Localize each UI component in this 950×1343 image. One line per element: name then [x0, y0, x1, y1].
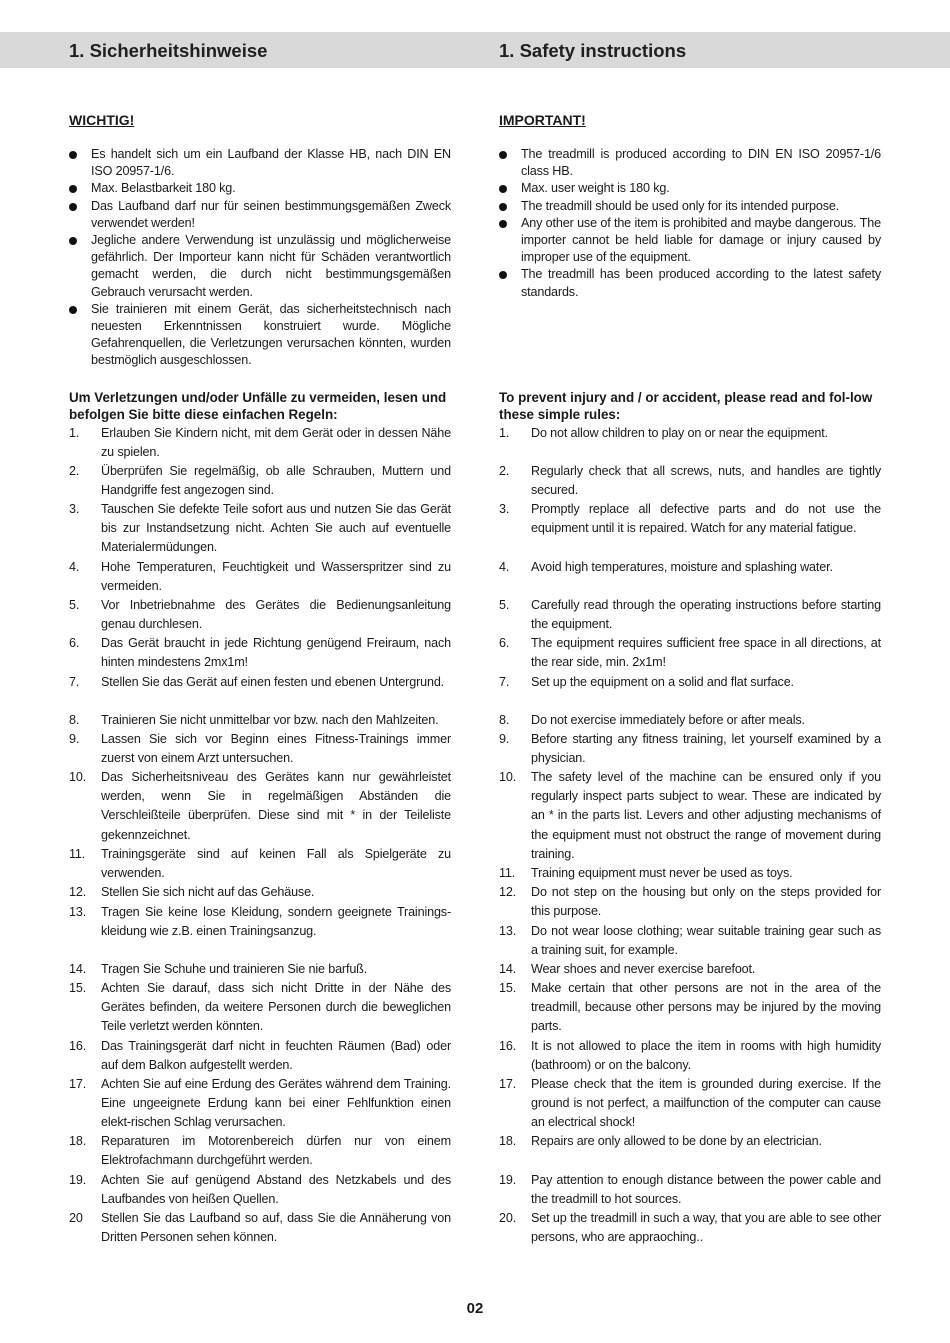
rule-number: 14. [499, 962, 517, 976]
rule-item [69, 1209, 451, 1247]
rule-item [499, 462, 881, 500]
rule-number: 17. [69, 1077, 87, 1091]
rule-number: 12. [499, 885, 517, 899]
rule-text: Regularly check that all screws, nuts, and handles are tightly secured. [531, 464, 881, 498]
bullet-item: Max. Belastbarkeit 180 kg. [69, 180, 451, 197]
rule-number: 19. [69, 1173, 87, 1187]
rule-text: Hohe Temperaturen, Feuchtigkeit und Wasserspritzer sind zu vermeiden. [101, 560, 451, 594]
rule-number: 18. [499, 1134, 517, 1148]
rule-item [69, 979, 451, 1037]
rule-text: Promptly replace all defective parts and do not use the equipment until it is repaired. Watch for any material fatigue. [531, 502, 881, 536]
rule-text: Stellen Sie sich nicht auf das Gehäuse. [101, 885, 315, 899]
rule-text: Do not allow children to play on or near the equipment. [531, 426, 828, 440]
rule-number: 11. [69, 847, 86, 861]
rule-number: 20 [69, 1211, 83, 1225]
rule-item [499, 960, 881, 979]
page-number: 02 [466, 1300, 484, 1317]
rule-number: 20. [499, 1211, 517, 1225]
section-title-de: 1. Sicherheitshinweise [69, 40, 268, 61]
rule-number: 9. [69, 732, 80, 746]
rule-number: 13. [69, 905, 87, 919]
rule-item [69, 1037, 451, 1075]
rule-text: Stellen Sie das Laufband so auf, dass Sie die Annäherung von Dritten Personen sehen können. [101, 1211, 451, 1245]
rule-number: 18. [69, 1134, 87, 1148]
rule-item [499, 1037, 881, 1075]
rule-text: Überprüfen Sie regelmäßig, ob alle Schrauben, Muttern und Handgriffe fest angezogen sind. [101, 464, 451, 498]
bullet-icon [69, 151, 77, 159]
rule-text: Set up the equipment on a solid and flat surface. [531, 675, 794, 689]
rule-item [499, 730, 881, 768]
rule-item [69, 711, 451, 730]
rule-number: 15. [69, 981, 87, 995]
rule-item [69, 462, 451, 500]
bullet-icon [499, 185, 507, 193]
rule-item [499, 979, 881, 1037]
rule-number: 9. [499, 732, 510, 746]
rule-item [499, 768, 881, 864]
rule-number: 5. [69, 598, 80, 612]
rule-item [69, 883, 451, 902]
rule-item [69, 960, 451, 979]
rule-item [499, 1171, 881, 1209]
rule-text: Pay attention to enough distance between the power cable and the treadmill to hot sources. [531, 1173, 881, 1207]
rule-text: Achten Sie darauf, dass sich nicht Dritte in der Nähe des Gerätes befinden, da weitere Personen durch die beweglichen Teile verletzt werden könnten. [101, 981, 451, 1034]
rule-text: Erlauben Sie Kindern nicht, mit dem Gerät oder in dessen Nähe zu spielen. [101, 426, 451, 460]
bullet-list [499, 146, 881, 301]
section-title-en: 1. Safety instructions [499, 40, 687, 61]
rule-number: 12. [69, 885, 87, 899]
rule-item [69, 1075, 451, 1133]
rule-item [69, 596, 451, 634]
rule-number: 10. [499, 770, 517, 784]
rule-item [499, 922, 881, 960]
rule-item [499, 883, 881, 921]
rule-item [499, 1209, 881, 1247]
rule-item [69, 845, 451, 883]
bullet-item: Sie trainieren mit einem Gerät, das sicherheitstechnisch nach neuesten Erkenntnissen konstruiert wurde. Mögliche Gefahrenquellen, die Verletzungen verursachen könnten, wurden bestmöglich ausgeschlossen. [69, 301, 451, 370]
rule-number: 1. [69, 426, 80, 440]
rule-number: 17. [499, 1077, 517, 1091]
bullet-item: Es handelt sich um ein Laufband der Klasse HB, nach DIN EN ISO 20957-1/6. [69, 146, 451, 180]
rule-text: Do not wear loose clothing; wear suitable training gear such as a training suit, for example. [531, 924, 881, 958]
bullet-icon [499, 203, 507, 211]
rule-item [69, 634, 451, 672]
rule-number: 4. [499, 560, 510, 574]
rule-item [69, 558, 451, 596]
rule-text: It is not allowed to place the item in rooms with high humidity (bathroom) or on the balcony. [531, 1039, 881, 1073]
rule-item [69, 903, 451, 941]
rule-item [499, 634, 881, 672]
rule-text: Make certain that other persons are not in the area of the treadmill, because other persons may be injured by the moving parts. [531, 981, 881, 1034]
rules-heading: To prevent injury and / or accident, please read and fol-low these simple rules: [499, 390, 873, 422]
rule-number: 5. [499, 598, 510, 612]
rule-item [69, 730, 451, 768]
important-heading: IMPORTANT! [499, 112, 586, 128]
rule-number: 19. [499, 1173, 517, 1187]
rule-number: 8. [69, 713, 80, 727]
rule-text: Stellen Sie das Gerät auf einen festen und ebenen Untergrund. [101, 675, 445, 689]
rule-number: 14. [69, 962, 87, 976]
bullet-icon [499, 220, 507, 228]
rule-item [499, 596, 881, 634]
rule-number: 4. [69, 560, 80, 574]
rule-number: 16. [69, 1039, 87, 1053]
rule-number: 11. [499, 866, 516, 880]
rule-text: Reparaturen im Motorenbereich dürfen nur von einem Elektrofachmann durchgeführt werden. [101, 1134, 451, 1168]
rule-item [69, 768, 451, 845]
bullet-icon [499, 271, 507, 279]
rules-heading: Um Verletzungen und/oder Unfälle zu vermeiden, lesen und befolgen Sie bitte diese einfachen Regeln: [69, 390, 447, 422]
rule-number: 13. [499, 924, 517, 938]
rule-text: Tauschen Sie defekte Teile sofort aus und nutzen Sie das Gerät bis zur Instandsetzung nicht. Achten Sie auch auf eventuelle Materialermüdungen. [101, 502, 451, 555]
rule-item [499, 711, 881, 730]
rule-item [69, 673, 451, 692]
rule-number: 1. [499, 426, 510, 440]
bullet-item: The treadmill should be used only for its intended purpose. [499, 198, 881, 215]
rule-number: 6. [499, 636, 510, 650]
bullet-item: Max. user weight is 180 kg. [499, 180, 881, 197]
rule-item [69, 424, 451, 462]
rule-item [69, 500, 451, 558]
rule-item [499, 558, 881, 577]
bullet-item: Das Laufband darf nur für seinen bestimmungsgemäßen Zweck verwendet werden! [69, 198, 451, 232]
rule-text: Carefully read through the operating instructions before starting the equipment. [531, 598, 881, 632]
rule-text: Before starting any fitness training, let yourself examined by a physician. [531, 732, 881, 766]
rule-text: Trainieren Sie nicht unmittelbar vor bzw. nach den Mahlzeiten. [101, 713, 439, 727]
rule-item [69, 1132, 451, 1170]
rule-text: Avoid high temperatures, moisture and splashing water. [531, 560, 833, 574]
rule-text: Trainingsgeräte sind auf keinen Fall als Spielgeräte zu verwenden. [101, 847, 451, 881]
rule-text: The safety level of the machine can be ensured only if you regularly inspect parts subject to wear. These are indicated by an * in the parts list. Levers and other adjusting mechanisms of the equipment must not obstruct the range of movement during training. [531, 770, 881, 861]
rule-text: Lassen Sie sich vor Beginn eines Fitness-Trainings immer zuerst von einem Arzt untersuchen. [101, 732, 451, 766]
rule-text: Achten Sie auf eine Erdung des Gerätes während dem Training. Eine ungeeignete Erdung kann bei einer Fehlfunktion einen elekt-rischen Schlag verursachen. [101, 1077, 451, 1130]
rule-item [69, 1171, 451, 1209]
rule-item [499, 500, 881, 538]
rule-text: Tragen Sie keine lose Kleidung, sondern geeignete Trainings-kleidung wie z.B. einen Trainingsanzug. [101, 905, 451, 939]
rule-text: Do not step on the housing but only on the steps provided for this purpose. [531, 885, 881, 919]
rule-item [499, 673, 881, 692]
rule-number: 2. [69, 464, 80, 478]
rule-text: Repairs are only allowed to be done by an electrician. [531, 1134, 822, 1148]
bullet-item: Jegliche andere Verwendung ist unzulässig und möglicherweise gefährlich. Der Importeur kann nicht für Schäden verantwortlich gemacht werden, die durch nicht bestimmungsgemäßen Gebrauch verursacht werden. [69, 232, 451, 301]
rule-text: Training equipment must never be used as toys. [531, 866, 793, 880]
rule-text: Tragen Sie Schuhe und trainieren Sie nie barfuß. [101, 962, 368, 976]
rule-number: 3. [499, 502, 510, 516]
rule-item [499, 424, 881, 443]
rule-text: Set up the treadmill in such a way, that you are able to see other persons, who are appraoching.. [531, 1211, 881, 1245]
bullet-item: The treadmill is produced according to DIN EN ISO 20957-1/6 class HB. [499, 146, 881, 180]
bullet-icon [69, 306, 77, 314]
rule-number: 7. [499, 675, 510, 689]
rule-item [499, 1132, 881, 1151]
bullet-icon [499, 151, 507, 159]
rule-text: The equipment requires sufficient free space in all directions, at the rear side, min. 2x1m! [531, 636, 881, 670]
rule-number: 7. [69, 675, 80, 689]
rule-text: Achten Sie auf genügend Abstand des Netzkabels und des Laufbandes von heißen Quellen. [101, 1173, 451, 1207]
rule-text: Das Gerät braucht in jede Richtung genügend Freiraum, nach hinten mindestens 2mx1m! [101, 636, 451, 670]
rule-text: Das Sicherheitsniveau des Gerätes kann nur gewährleistet werden, wenn Sie in regelmäßigen Abständen die Verschleißteile überprüfen. Diese sind mit * in der Teileliste gekennzeichnet. [101, 770, 451, 842]
bullet-item: Any other use of the item is prohibited and maybe dangerous. The importer cannot be held liable for damage or injury caused by improper use of the equipment. [499, 215, 881, 267]
bullet-list [69, 146, 451, 370]
rule-number: 6. [69, 636, 80, 650]
rule-number: 3. [69, 502, 80, 516]
rule-text: Vor Inbetriebnahme des Gerätes die Bedienungsanleitung genau durchlesen. [101, 598, 451, 632]
rule-number: 15. [499, 981, 517, 995]
rule-text: Wear shoes and never exercise barefoot. [531, 962, 756, 976]
bullet-icon [69, 203, 77, 211]
rule-number: 8. [499, 713, 510, 727]
rule-item [499, 864, 881, 883]
bullet-icon [69, 185, 77, 193]
rule-text: Do not exercise immediately before or after meals. [531, 713, 805, 727]
bullet-icon [69, 237, 77, 245]
rule-text: Das Trainingsgerät darf nicht in feuchten Räumen (Bad) oder auf dem Balkon aufgestellt werden. [101, 1039, 451, 1073]
important-heading: WICHTIG! [69, 112, 135, 128]
rule-item [499, 1075, 881, 1133]
bullet-item: The treadmill has been produced according to the latest safety standards. [499, 266, 881, 300]
rule-number: 2. [499, 464, 510, 478]
rule-number: 10. [69, 770, 87, 784]
rule-text: Please check that the item is grounded during exercise. If the ground is not perfect, a mailfunction of the computer can cause an electrical shock! [531, 1077, 881, 1130]
rule-number: 16. [499, 1039, 517, 1053]
